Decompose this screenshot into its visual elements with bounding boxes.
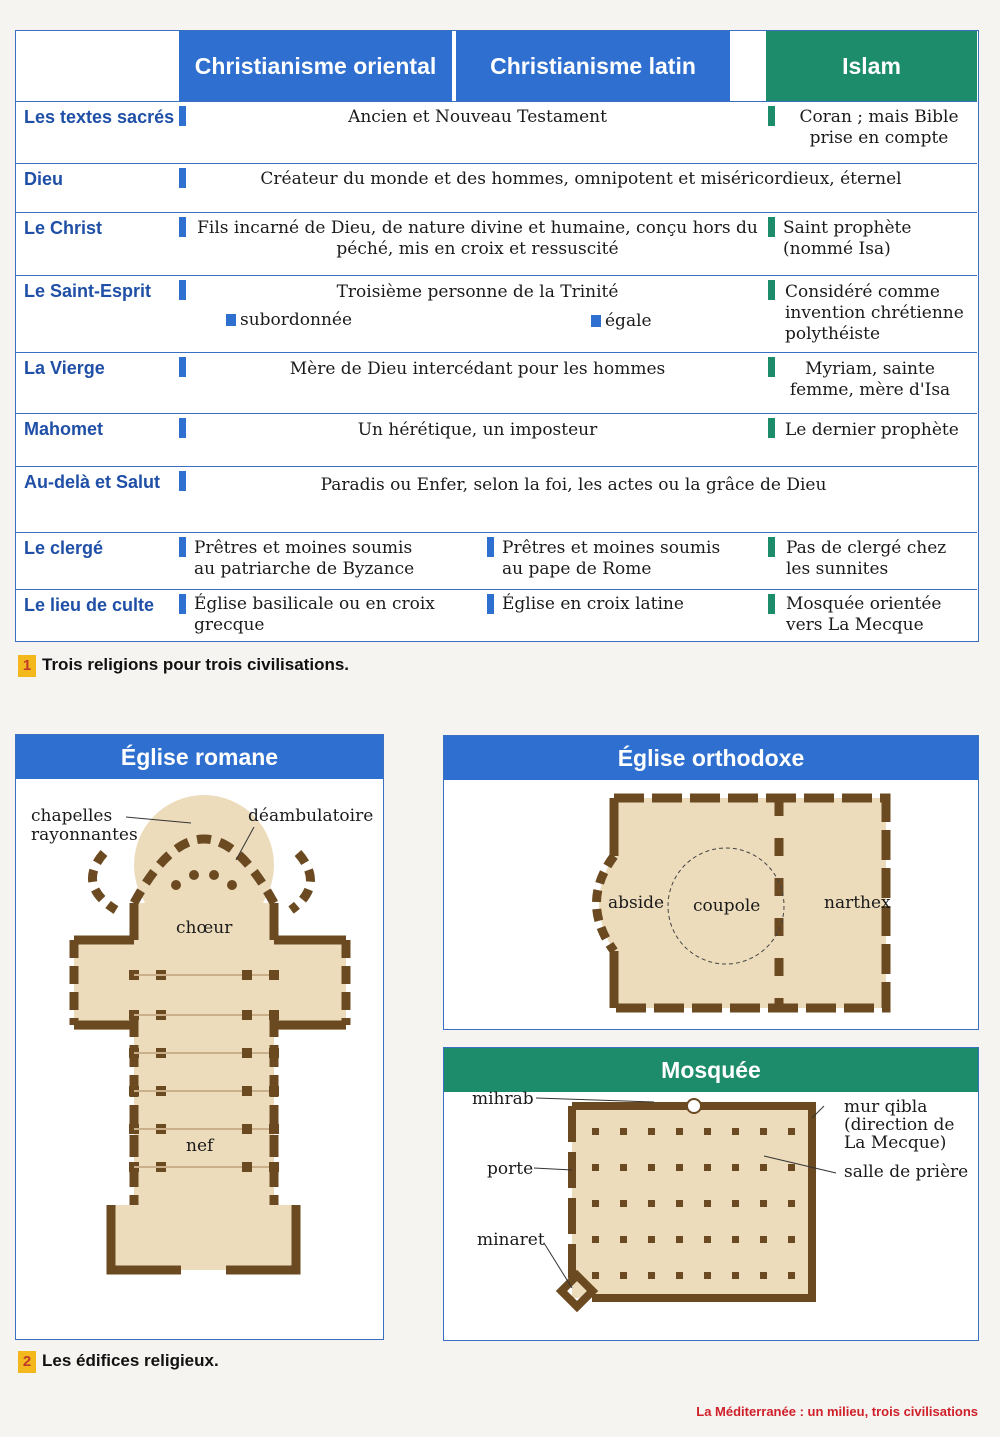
cell-christian: Troisième personne de la Trinité — [336, 282, 619, 302]
comparison-table — [15, 30, 979, 642]
cell-islam: Coran ; mais Bible prise en compte — [799, 107, 959, 148]
label-mur-qibla: mur qibla (direction de La Mecque) — [844, 1097, 955, 1153]
table-row-vierge — [16, 352, 977, 413]
pillar — [620, 1128, 627, 1135]
cell-christian: Mère de Dieu intercédant pour les hommes — [289, 359, 666, 379]
table-row-textes — [16, 101, 977, 163]
pillar — [732, 1164, 739, 1171]
pillar — [620, 1272, 627, 1279]
pier — [242, 970, 252, 980]
pillar — [760, 1236, 767, 1243]
cell-all: Paradis ou Enfer, selon la foi, les actes ou la grâce de Dieu — [320, 475, 827, 495]
orthodoxe-plan — [444, 736, 977, 1028]
row-label: La Vierge — [24, 358, 105, 378]
pillar — [592, 1236, 599, 1243]
cell-islam: Considéré comme invention chrétienne polythéiste — [785, 282, 964, 344]
pillar — [704, 1164, 711, 1171]
cell-oriental: Église basilicale ou en croix grecque — [194, 594, 435, 635]
panel-title: Mosquée — [444, 1048, 978, 1092]
pier — [269, 1086, 279, 1096]
pillar — [620, 1164, 627, 1171]
pillar — [704, 1128, 711, 1135]
table-row-lieu-culte — [16, 589, 977, 641]
pillar — [648, 1272, 655, 1279]
header-christianisme-latin: Christianisme latin — [456, 31, 730, 101]
pillar — [592, 1200, 599, 1207]
pillar — [788, 1128, 795, 1135]
cell-latin: égale — [591, 311, 652, 332]
pillar — [648, 1236, 655, 1243]
pillar — [648, 1128, 655, 1135]
pillar — [704, 1200, 711, 1207]
cell-all: Créateur du monde et des hommes, omnipotent et miséricordieux, éternel — [260, 169, 902, 189]
pier — [269, 1162, 279, 1172]
row-label: Le lieu de culte — [24, 595, 155, 615]
label-choeur: chœur — [176, 918, 233, 938]
caption-2: 2 Les édifices religieux. — [18, 1351, 219, 1373]
pillar — [676, 1128, 683, 1135]
page-footer: La Méditerranée : un milieu, trois civilisations — [696, 1404, 978, 1419]
row-label: Le Christ — [24, 218, 103, 238]
pier — [242, 1010, 252, 1020]
row-label: Le clergé — [24, 538, 104, 558]
pier — [269, 1048, 279, 1058]
table-row-saint-esprit — [16, 275, 977, 352]
pier — [242, 1086, 252, 1096]
row-label: Mahomet — [24, 419, 104, 439]
pier — [242, 1048, 252, 1058]
label-mihrab: mihrab — [472, 1089, 534, 1109]
row-label: Le Saint-Esprit — [24, 281, 152, 301]
pier — [269, 1010, 279, 1020]
pillar — [648, 1164, 655, 1171]
cell-christian: Fils incarné de Dieu, de nature divine et humaine, conçu hors du péché, mis en croix et ressuscité — [197, 218, 758, 259]
cell-christian: Un hérétique, un imposteur — [357, 420, 598, 440]
panel-title: Église orthodoxe — [444, 736, 978, 780]
table-row-christ — [16, 212, 977, 275]
label-porte: porte — [487, 1159, 534, 1179]
label-abside: abside — [608, 893, 665, 913]
cell-latin: Église en croix latine — [502, 594, 684, 614]
pillar — [676, 1272, 683, 1279]
pillar — [732, 1236, 739, 1243]
header-islam: Islam — [766, 31, 977, 101]
pier — [269, 970, 279, 980]
table-row-clerge — [16, 532, 977, 589]
pillar — [760, 1128, 767, 1135]
panel-eglise-orthodoxe — [443, 735, 979, 1030]
label-narthex: narthex — [824, 893, 891, 913]
header-christianisme-oriental: Christianisme oriental — [179, 31, 452, 101]
table-row-dieu — [16, 163, 977, 212]
pillar — [788, 1272, 795, 1279]
label-nef: nef — [186, 1136, 214, 1156]
label-deambulatoire: déambulatoire — [248, 806, 374, 826]
table-row-au-dela — [16, 466, 977, 532]
pillar — [760, 1200, 767, 1207]
cell-oriental: subordonnée — [226, 310, 352, 331]
label-chapelles: chapelles rayonnantes — [31, 806, 138, 845]
pillar — [788, 1200, 795, 1207]
cell-islam: Le dernier prophète — [785, 420, 959, 440]
pillar — [760, 1164, 767, 1171]
row-label: Les textes sacrés — [24, 107, 175, 127]
cell-islam: Mosquée orientée vers La Mecque — [786, 594, 942, 635]
panel-title: Église romane — [16, 735, 383, 779]
cell-christian: Ancien et Nouveau Testament — [348, 107, 607, 127]
cell-oriental: Prêtres et moines soumis au patriarche de Byzance — [194, 538, 415, 579]
label-minaret: minaret — [477, 1230, 545, 1250]
pillar — [788, 1164, 795, 1171]
pillar — [592, 1272, 599, 1279]
cell-islam: Myriam, sainte femme, mère d'Isa — [789, 359, 951, 400]
caption-number: 1 — [18, 655, 36, 677]
pillar — [620, 1200, 627, 1207]
panel-eglise-romane — [15, 734, 384, 1340]
pillar — [676, 1164, 683, 1171]
cell-latin: Prêtres et moines soumis au pape de Rome — [502, 538, 721, 579]
caption-number: 2 — [18, 1351, 36, 1373]
pillar — [704, 1236, 711, 1243]
pier — [242, 1162, 252, 1172]
label-salle-priere: salle de prière — [844, 1162, 969, 1182]
row-label: Dieu — [24, 169, 64, 189]
pillar — [788, 1236, 795, 1243]
pier — [242, 1124, 252, 1134]
pillar — [760, 1272, 767, 1279]
table-row-mahomet — [16, 413, 977, 466]
pillar — [620, 1236, 627, 1243]
pillar — [676, 1200, 683, 1207]
pillar — [592, 1128, 599, 1135]
pillar — [732, 1200, 739, 1207]
cell-islam: Saint prophète (nommé Isa) — [783, 218, 912, 259]
pillar — [704, 1272, 711, 1279]
caption-1: 1 Trois religions pour trois civilisations. — [18, 655, 349, 677]
cell-islam: Pas de clergé chez les sunnites — [786, 538, 947, 579]
pillar — [732, 1128, 739, 1135]
pillar — [676, 1236, 683, 1243]
pillar — [592, 1164, 599, 1171]
pillar — [732, 1272, 739, 1279]
pier — [269, 1124, 279, 1134]
row-label: Au-delà et Salut — [24, 472, 161, 492]
pillar — [648, 1200, 655, 1207]
label-coupole: coupole — [693, 896, 761, 916]
panel-mosquee — [443, 1047, 979, 1341]
